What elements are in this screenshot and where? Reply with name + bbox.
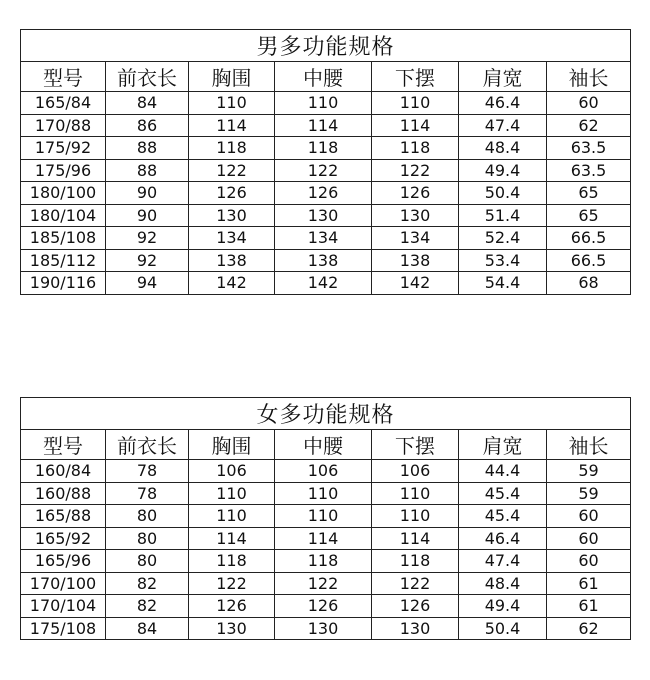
table-cell: 110 [189,482,275,505]
table-cell: 78 [106,460,189,483]
table-cell: 45.4 [459,482,547,505]
women-table-body [21,430,631,640]
table-cell: 110 [189,92,275,115]
table-cell: 106 [275,460,372,483]
table-cell: 92 [106,249,189,272]
table-cell: 80 [106,527,189,550]
table-cell: 60 [547,505,631,528]
table-cell: 185/108 [21,227,106,250]
table-cell: 92 [106,227,189,250]
table-row [21,460,631,483]
table-cell: 134 [372,227,459,250]
column-header: 中腰 [275,430,372,460]
table-cell: 61 [547,595,631,618]
table-cell: 52.4 [459,227,547,250]
table-cell: 170/104 [21,595,106,618]
table-cell: 94 [106,272,189,295]
table-cell: 114 [275,527,372,550]
table-cell: 170/100 [21,572,106,595]
table-cell: 165/88 [21,505,106,528]
table-cell: 170/88 [21,114,106,137]
table-cell: 49.4 [459,595,547,618]
table-cell: 110 [275,482,372,505]
table-row [21,505,631,528]
table-cell: 114 [189,114,275,137]
men-header-row [21,62,631,92]
table-row [21,182,631,205]
table-cell: 106 [372,460,459,483]
table-cell: 185/112 [21,249,106,272]
column-header: 袖长 [547,62,631,92]
table-row [21,272,631,295]
table-cell: 82 [106,595,189,618]
table-row [21,227,631,250]
table-cell: 80 [106,550,189,573]
table-cell: 126 [189,595,275,618]
column-header: 前衣长 [106,430,189,460]
table-row [21,249,631,272]
table-cell: 86 [106,114,189,137]
table-cell: 65 [547,182,631,205]
table-cell: 84 [106,617,189,640]
table-cell: 110 [372,482,459,505]
table-cell: 110 [372,92,459,115]
table-cell: 134 [189,227,275,250]
table-cell: 122 [275,159,372,182]
table-cell: 66.5 [547,227,631,250]
table-cell: 118 [372,550,459,573]
table-cell: 122 [372,572,459,595]
column-header: 型号 [21,430,106,460]
table-cell: 175/92 [21,137,106,160]
women-table-title: 女多功能规格 [21,398,631,430]
table-cell: 84 [106,92,189,115]
table-cell: 142 [189,272,275,295]
table-cell: 180/104 [21,204,106,227]
table-cell: 62 [547,617,631,640]
table-cell: 126 [275,182,372,205]
table-cell: 88 [106,159,189,182]
table-cell: 110 [275,92,372,115]
table-cell: 50.4 [459,182,547,205]
table-row [21,572,631,595]
table-cell: 122 [189,572,275,595]
table-cell: 48.4 [459,137,547,160]
table-cell: 110 [275,505,372,528]
table-cell: 68 [547,272,631,295]
table-cell: 61 [547,572,631,595]
table-row [21,617,631,640]
table-cell: 59 [547,460,631,483]
table-cell: 126 [372,182,459,205]
table-cell: 126 [189,182,275,205]
table-cell: 138 [372,249,459,272]
table-cell: 45.4 [459,505,547,528]
table-cell: 78 [106,482,189,505]
column-header: 胸围 [189,430,275,460]
table-cell: 51.4 [459,204,547,227]
table-cell: 122 [372,159,459,182]
table-cell: 62 [547,114,631,137]
table-row [21,92,631,115]
table-cell: 130 [189,617,275,640]
table-cell: 82 [106,572,189,595]
column-header: 肩宽 [459,430,547,460]
men-table-body [21,62,631,295]
column-header: 型号 [21,62,106,92]
table-cell: 165/84 [21,92,106,115]
table-cell: 160/84 [21,460,106,483]
table-cell: 142 [275,272,372,295]
table-cell: 114 [275,114,372,137]
table-cell: 165/96 [21,550,106,573]
women-size-table [20,397,631,640]
table-row [21,527,631,550]
table-cell: 130 [372,204,459,227]
table-cell: 130 [275,204,372,227]
table-cell: 90 [106,182,189,205]
table-cell: 44.4 [459,460,547,483]
table-cell: 126 [275,595,372,618]
column-header: 中腰 [275,62,372,92]
table-cell: 180/100 [21,182,106,205]
table-cell: 60 [547,92,631,115]
table-cell: 80 [106,505,189,528]
table-cell: 48.4 [459,572,547,595]
table-cell: 63.5 [547,137,631,160]
table-cell: 126 [372,595,459,618]
table-cell: 46.4 [459,527,547,550]
table-cell: 114 [372,527,459,550]
table-cell: 106 [189,460,275,483]
table-row [21,550,631,573]
column-header: 肩宽 [459,62,547,92]
column-header: 前衣长 [106,62,189,92]
table-cell: 122 [275,572,372,595]
table-cell: 54.4 [459,272,547,295]
table-cell: 165/92 [21,527,106,550]
table-cell: 65 [547,204,631,227]
table-cell: 114 [372,114,459,137]
men-table-title: 男多功能规格 [21,30,631,62]
table-cell: 175/96 [21,159,106,182]
table-cell: 138 [189,249,275,272]
column-header: 袖长 [547,430,631,460]
table-cell: 46.4 [459,92,547,115]
table-cell: 60 [547,550,631,573]
table-cell: 142 [372,272,459,295]
table-cell: 88 [106,137,189,160]
table-cell: 138 [275,249,372,272]
table-row [21,595,631,618]
column-header: 下摆 [372,430,459,460]
table-cell: 47.4 [459,550,547,573]
table-cell: 134 [275,227,372,250]
table-cell: 118 [189,550,275,573]
table-cell: 53.4 [459,249,547,272]
table-cell: 118 [275,550,372,573]
column-header: 下摆 [372,62,459,92]
table-cell: 160/88 [21,482,106,505]
table-cell: 90 [106,204,189,227]
table-cell: 63.5 [547,159,631,182]
table-row [21,482,631,505]
table-cell: 47.4 [459,114,547,137]
table-cell: 49.4 [459,159,547,182]
table-cell: 122 [189,159,275,182]
table-cell: 118 [275,137,372,160]
table-row [21,204,631,227]
table-cell: 60 [547,527,631,550]
table-cell: 59 [547,482,631,505]
table-cell: 118 [189,137,275,160]
table-row [21,159,631,182]
table-cell: 190/116 [21,272,106,295]
table-cell: 66.5 [547,249,631,272]
column-header: 胸围 [189,62,275,92]
table-cell: 118 [372,137,459,160]
table-cell: 110 [372,505,459,528]
table-cell: 130 [189,204,275,227]
table-row [21,137,631,160]
table-cell: 110 [189,505,275,528]
table-cell: 130 [372,617,459,640]
table-cell: 114 [189,527,275,550]
women-header-row [21,430,631,460]
table-cell: 130 [275,617,372,640]
table-cell: 175/108 [21,617,106,640]
table-cell: 50.4 [459,617,547,640]
men-size-table [20,29,631,295]
table-row [21,114,631,137]
